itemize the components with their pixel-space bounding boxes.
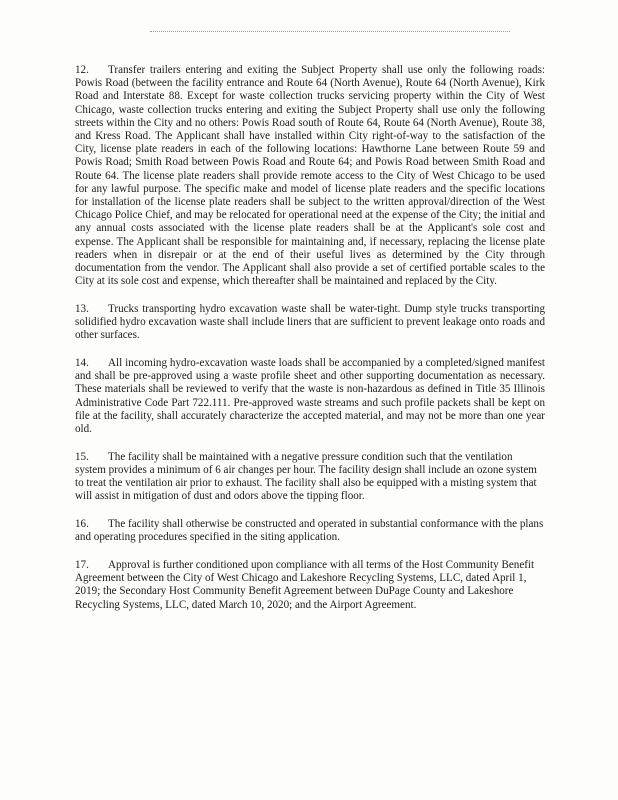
condition-12 <box>75 64 545 288</box>
paragraph-text: All incoming hydro-excavation waste loads shall be accompanied by a completed/signed manifest and shall be pre-approved using a waste profile sheet and other supporting documentation as necessary. These materials shall be reviewed to verify that the waste is non-hazardous as defined in Title 35 Illinois Administrative Code Part 722.111. Pre-approved waste streams and such profile packets shall be kept on file at the facility, shall accurately characterize the accepted material, and may not be more than one year old. <box>75 357 545 436</box>
paragraph-text: Transfer trailers entering and exiting the Subject Property shall use only the following roads: Powis Road (between the facility entrance and Route 64 (North Avenue), Route 64 (North Avenue), Kirk Road and Interstate 88. Except for waste collection trucks servicing property within the City of West Chicago, waste collection trucks entering and exiting the Subject Property shall use only the following streets within the City and no others: Powis Road south of Route 64, Route 64 (North Avenue), Route 38, and Kress Road. The Applicant shall have installed within City right-of-way to the satisfaction of the City, license plate readers in each of the following locations: Hawthorne Lane between Route 59 and Powis Road; Smith Road between Powis Road and Route 64; and Powis Road between Smith Road and Route 64. The license plate readers shall provide remote access to the City of West Chicago to be used for any lawful purpose. The specific make and model of license plate readers and the specific locations for installation of the license plate readers shall be subject to the written approval/direction of the West Chicago Police Chief, and may be relocated for operational need at the expense of the City; the initial and any annual costs associated with the license plate readers shall be at the Applicant's sole cost and expense. The Applicant shall be responsible for maintaining and, if necessary, replacing the license plate readers when in disrepair or at the end of their useful lives as determined by the City through documentation from the vendor. The Applicant shall also provide a set of certified portable scales to the City at its sole cost and expense, which thereafter shall be maintained and replaced by the City. <box>75 64 545 288</box>
condition-17 <box>75 559 545 612</box>
header-rule <box>150 31 510 32</box>
paragraph-number: 17. <box>75 559 89 571</box>
paragraph-text: Trucks transporting hydro excavation waste shall be water-tight. Dump style trucks transporting solidified hydro excavation waste shall include liners that are sufficient to prevent leakage onto roads and other surfaces. <box>75 302 545 342</box>
condition-13 <box>75 303 545 343</box>
condition-16 <box>75 518 545 544</box>
paragraph-text: The facility shall otherwise be constructed and operated in substantial conformance with the plans and operating procedures specified in the siting application. <box>75 518 544 544</box>
paragraph-number: 12. <box>75 64 89 76</box>
paragraph-text: The facility shall be maintained with a negative pressure condition such that the ventilation system provides a minimum of 6 air changes per hour. The facility design shall include an ozone system to treat the ventilation air prior to exhaust. The facility shall also be equipped with a misting system that will assist in mitigation of dust and odors above the tipping floor. <box>75 450 537 503</box>
condition-14 <box>75 357 545 436</box>
paragraph-number: 14. <box>75 357 89 370</box>
paragraph-number: 15. <box>75 450 89 463</box>
paragraph-number: 13. <box>75 302 89 315</box>
condition-15 <box>75 451 545 504</box>
document-body <box>75 64 545 626</box>
paragraph-number: 16. <box>75 518 89 531</box>
paragraph-text: Approval is further conditioned upon compliance with all terms of the Host Community Benefit Agreement between the City of West Chicago and Lakeshore Recycling Systems, LLC, dated April 1, 2019; the Secondary Host Community Benefit Agreement between DuPage County and Lakeshore Recycling Systems, LLC, dated March 10, 2020; and the Airport Agreement. <box>75 559 535 611</box>
